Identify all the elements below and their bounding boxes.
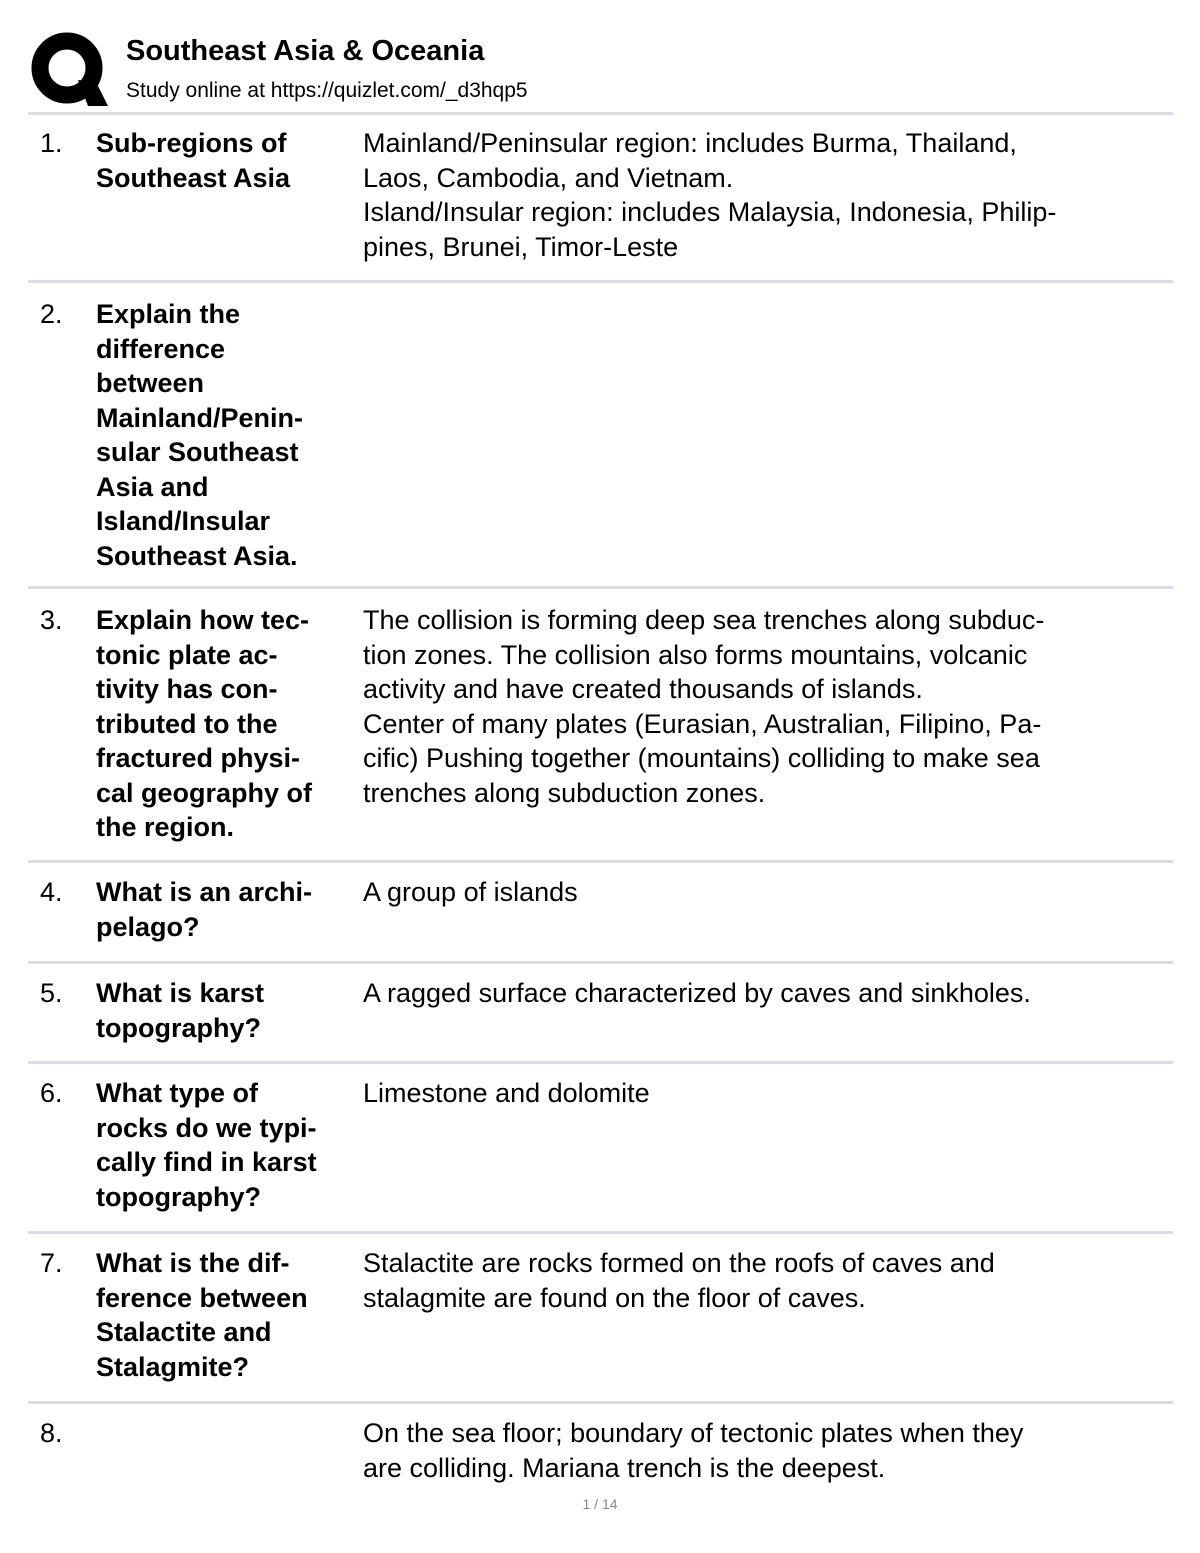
card-term xyxy=(96,297,358,573)
header-divider xyxy=(28,112,1173,115)
card-definition xyxy=(363,1076,1168,1111)
term-line: Explain the xyxy=(96,299,241,329)
card-definition xyxy=(363,1246,1168,1315)
definition-line: Center of many plates (Eurasian, Australian, Filipino, Pa- xyxy=(363,708,1042,739)
definition-line: Limestone and dolomite xyxy=(363,1078,650,1108)
flashcard-row xyxy=(28,1064,1173,1234)
term-line: Southeast Asia xyxy=(96,162,291,193)
card-term xyxy=(96,1246,358,1384)
definition-line: On the sea floor; boundary of tectonic plates when they xyxy=(363,1418,1024,1448)
definition-line: Island/Insular region: includes Malaysia, Indonesia, Philip- xyxy=(363,197,1057,227)
definition-line: Laos, Cambodia, and Vietnam. xyxy=(363,162,734,193)
flashcard-row xyxy=(28,589,1173,863)
term-line: difference xyxy=(96,333,226,364)
card-definition xyxy=(363,875,1168,910)
document-title: Southeast Asia & Oceania xyxy=(126,35,485,67)
term-line: Stalactite and xyxy=(96,1317,272,1347)
term-line: fractured physi- xyxy=(96,743,301,773)
definition-line: pines, Brunei, Timor-Leste xyxy=(363,231,679,262)
card-number: 4. xyxy=(40,877,63,907)
card-number: 8. xyxy=(40,1418,63,1448)
term-line: sular Southeast xyxy=(96,437,299,467)
term-line: tributed to the xyxy=(96,708,278,739)
flashcard-row xyxy=(28,283,1173,589)
definition-line: A group of islands xyxy=(363,877,578,907)
term-line: Explain how tec- xyxy=(96,605,310,635)
term-line: cally find in karst xyxy=(96,1147,317,1177)
term-line: What is the dif- xyxy=(96,1248,290,1278)
definition-line: Stalactite are rocks formed on the roofs of caves and xyxy=(363,1248,995,1278)
quizlet-q-logo-icon xyxy=(30,30,108,108)
term-line: Southeast Asia. xyxy=(96,540,298,571)
page-number: 1 / 14 xyxy=(582,1496,618,1512)
card-number: 1. xyxy=(40,128,63,158)
card-number: 2. xyxy=(40,299,63,329)
term-line: between xyxy=(96,368,205,398)
term-line: topography? xyxy=(96,1012,261,1043)
term-line: cal geography of xyxy=(96,777,313,808)
term-line: rocks do we typi- xyxy=(96,1112,317,1143)
flashcard-list xyxy=(28,126,1173,1494)
term-line: What is an archi- xyxy=(96,877,313,907)
definition-line: cific) Pushing together (mountains) colliding to make sea xyxy=(363,743,1040,773)
card-number: 6. xyxy=(40,1078,63,1108)
card-number: 5. xyxy=(40,978,63,1008)
term-line: tonic plate ac- xyxy=(96,639,278,670)
term-line: Asia and xyxy=(96,471,209,502)
term-line: Sub-regions of xyxy=(96,128,287,158)
study-online-link[interactable]: Study online at https://quizlet.com/_d3hqp5 xyxy=(126,79,528,102)
term-line: What type of xyxy=(96,1078,258,1108)
card-term xyxy=(96,126,358,195)
card-definition xyxy=(363,1416,1168,1485)
card-term xyxy=(96,603,358,845)
card-number: 3. xyxy=(40,605,63,635)
term-line: Stalagmite? xyxy=(96,1351,250,1382)
flashcard-row xyxy=(28,964,1173,1064)
definition-line: are colliding. Mariana trench is the deepest. xyxy=(363,1452,886,1483)
card-definition xyxy=(363,976,1168,1011)
term-line: pelago? xyxy=(96,911,200,942)
card-term xyxy=(96,1076,358,1214)
definition-line: trenches along subduction zones. xyxy=(363,777,766,808)
flashcard-row xyxy=(28,863,1173,964)
term-line: Mainland/Penin- xyxy=(96,402,304,433)
definition-line: activity and have created thousands of islands. xyxy=(363,674,923,704)
card-definition xyxy=(363,603,1168,810)
term-line: the region. xyxy=(96,812,235,842)
definition-line: tion zones. The collision also forms mountains, volcanic xyxy=(363,639,1028,670)
term-line: ference between xyxy=(96,1282,308,1313)
definition-line: stalagmite are found on the floor of caves. xyxy=(363,1282,866,1313)
card-definition xyxy=(363,126,1168,264)
flashcard-row xyxy=(28,1234,1173,1404)
document-header xyxy=(28,26,1173,110)
flashcard-row xyxy=(28,1404,1173,1494)
term-line: What is karst xyxy=(96,978,265,1008)
term-line: topography? xyxy=(96,1181,261,1212)
term-line: Island/Insular xyxy=(96,506,271,536)
card-term xyxy=(96,976,358,1045)
flashcard-row xyxy=(28,126,1173,283)
definition-line: A ragged surface characterized by caves and sinkholes. xyxy=(363,978,1031,1008)
card-term xyxy=(96,875,358,944)
term-line: tivity has con- xyxy=(96,674,278,704)
card-number: 7. xyxy=(40,1248,63,1278)
definition-line: The collision is forming deep sea trenches along subduc- xyxy=(363,605,1045,635)
definition-line: Mainland/Peninsular region: includes Burma, Thailand, xyxy=(363,128,1017,158)
